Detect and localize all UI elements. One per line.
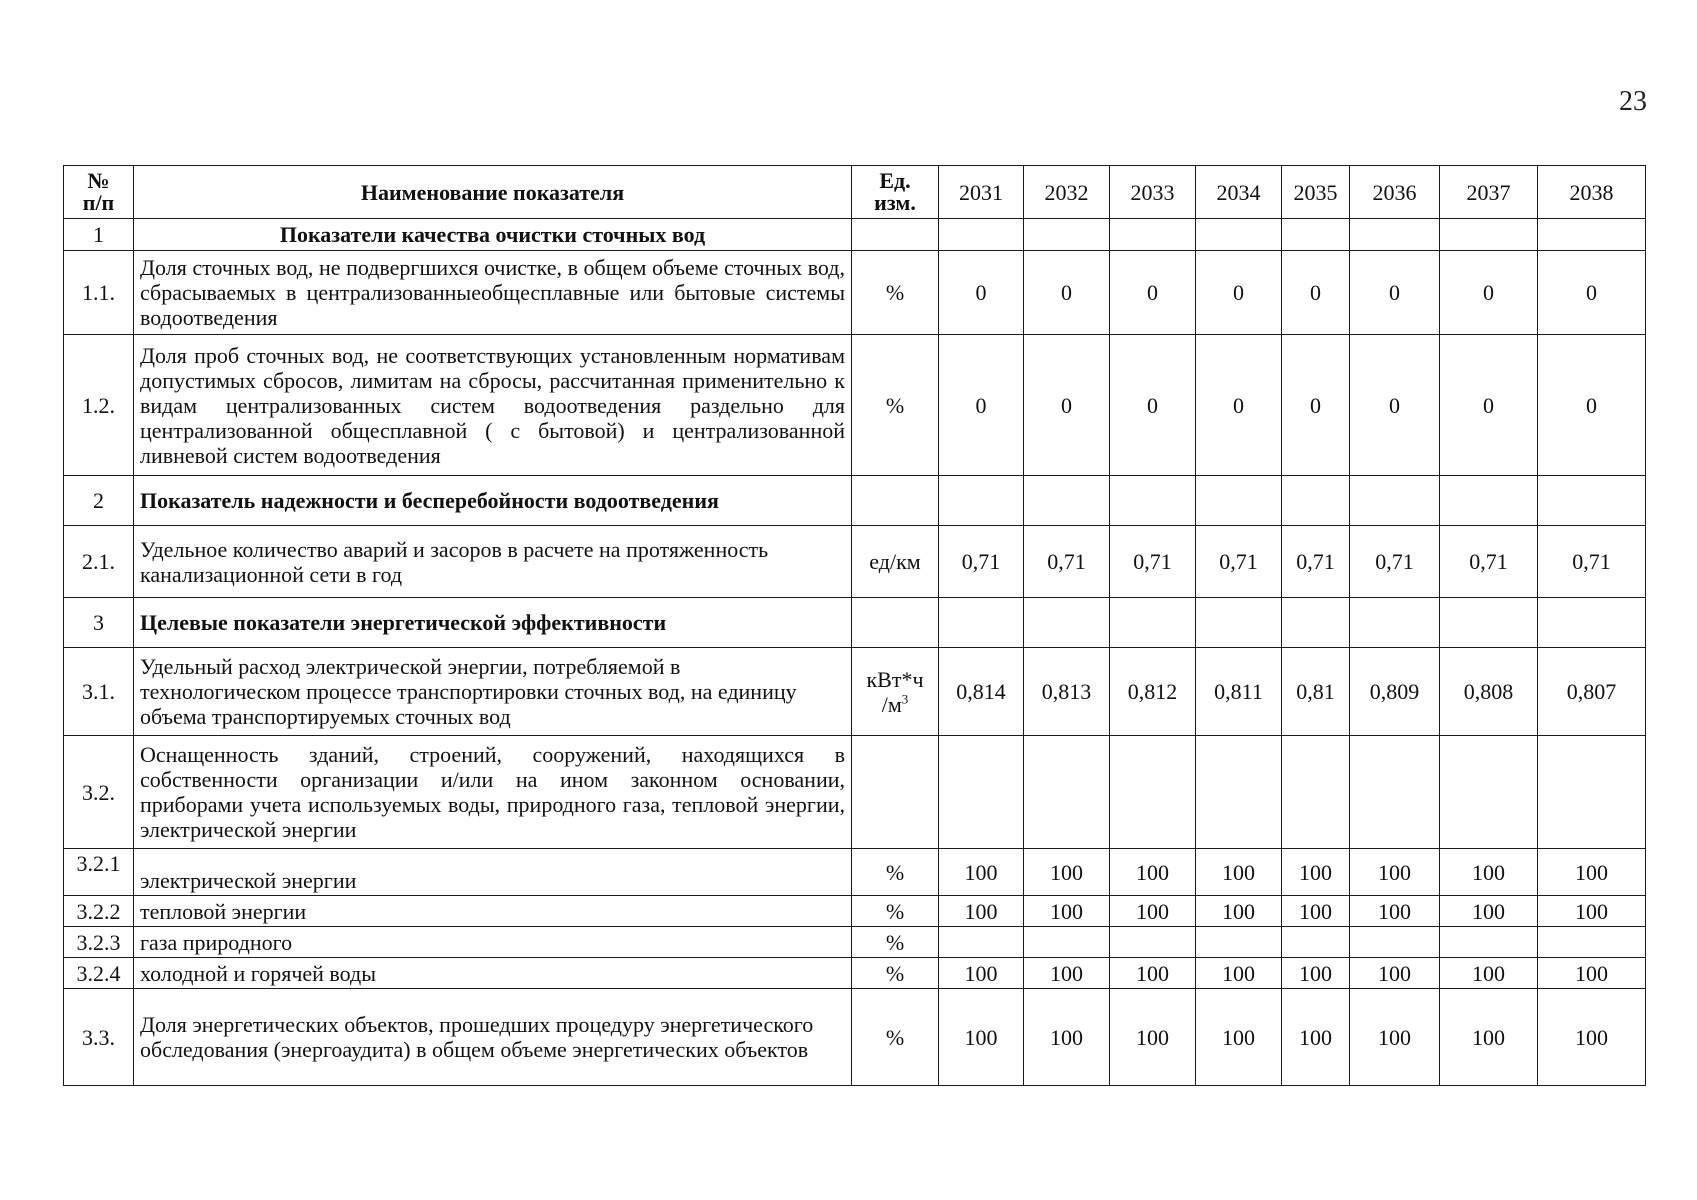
year-value: 0 bbox=[1196, 251, 1282, 335]
year-value: 100 bbox=[1110, 989, 1196, 1086]
year-value bbox=[1110, 476, 1196, 526]
year-value: 100 bbox=[1024, 896, 1110, 927]
year-value: 100 bbox=[939, 989, 1024, 1086]
year-value bbox=[1282, 927, 1350, 958]
year-value bbox=[1024, 219, 1110, 251]
year-value: 0,71 bbox=[1538, 526, 1646, 598]
year-value: 100 bbox=[1538, 958, 1646, 989]
year-value bbox=[1350, 598, 1440, 648]
year-value: 100 bbox=[1196, 958, 1282, 989]
row-unit: % bbox=[852, 849, 939, 896]
year-value: 0 bbox=[939, 251, 1024, 335]
row-number: 2 bbox=[64, 476, 134, 526]
row-unit bbox=[852, 476, 939, 526]
year-value: 100 bbox=[1110, 896, 1196, 927]
year-value: 100 bbox=[939, 958, 1024, 989]
header-year: 2034 bbox=[1196, 166, 1282, 219]
table-row bbox=[64, 989, 1646, 1086]
section-row bbox=[64, 476, 1646, 526]
row-number: 1.1. bbox=[64, 251, 134, 335]
year-value bbox=[1350, 476, 1440, 526]
year-value: 0 bbox=[1282, 251, 1350, 335]
row-number: 3.3. bbox=[64, 989, 134, 1086]
row-unit: кВт*ч $/м^3$ bbox=[852, 648, 939, 736]
year-value bbox=[1282, 219, 1350, 251]
year-value: 100 bbox=[939, 849, 1024, 896]
row-number: 3 bbox=[64, 598, 134, 648]
header-row bbox=[64, 166, 1646, 219]
year-value: 100 bbox=[1110, 849, 1196, 896]
table-row bbox=[64, 526, 1646, 598]
row-unit bbox=[852, 598, 939, 648]
year-value: 0,807 bbox=[1538, 648, 1646, 736]
year-value bbox=[1440, 219, 1538, 251]
row-name: Удельный расход электрической энергии, потребляемой в технологическом процессе транспортировки сточных вод, на единицу объема транспортируемых сточных вод bbox=[134, 648, 852, 736]
row-number: 1 bbox=[64, 219, 134, 251]
header-year: 2031 bbox=[939, 166, 1024, 219]
year-value bbox=[1024, 736, 1110, 849]
year-value: 0 bbox=[939, 335, 1024, 476]
row-unit: % bbox=[852, 335, 939, 476]
table-row bbox=[64, 849, 1646, 896]
row-number: 1.2. bbox=[64, 335, 134, 476]
year-value bbox=[1282, 476, 1350, 526]
year-value: 0,81 bbox=[1282, 648, 1350, 736]
row-name: Оснащенность зданий, строений, сооружений, находящихся в собственности организации и/или на ином законном основании, приборами учета используемых воды, природного газа, тепловой энергии, электрической энергии bbox=[134, 736, 852, 849]
section-row bbox=[64, 219, 1646, 251]
year-value: 0 bbox=[1110, 251, 1196, 335]
year-value: 0,812 bbox=[1110, 648, 1196, 736]
row-name: Доля сточных вод, не подвергшихся очистке, в общем объеме сточных вод, сбрасываемых в централизованныеобщесплавные или бытовые системы водоотведения bbox=[134, 251, 852, 335]
header-year: 2036 bbox=[1350, 166, 1440, 219]
year-value bbox=[939, 476, 1024, 526]
year-value: 100 bbox=[939, 896, 1024, 927]
row-number: 3.2. bbox=[64, 736, 134, 849]
year-value bbox=[1110, 736, 1196, 849]
row-number: 3.2.1 bbox=[64, 849, 134, 896]
section-row bbox=[64, 598, 1646, 648]
year-value bbox=[1196, 598, 1282, 648]
year-value: 0,71 bbox=[939, 526, 1024, 598]
table-row bbox=[64, 648, 1646, 736]
year-value: 100 bbox=[1538, 989, 1646, 1086]
year-value bbox=[1440, 927, 1538, 958]
header-num: № п/п bbox=[64, 166, 134, 219]
year-value bbox=[939, 598, 1024, 648]
row-number: 3.2.4 bbox=[64, 958, 134, 989]
year-value bbox=[1282, 736, 1350, 849]
row-name: тепловой энергии bbox=[134, 896, 852, 927]
row-name: Доля энергетических объектов, прошедших процедуру энергетического обследования (энергоаудита) в общем объеме энергетических объектов bbox=[134, 989, 852, 1086]
year-value: 100 bbox=[1024, 989, 1110, 1086]
year-value: 0 bbox=[1538, 335, 1646, 476]
row-unit: % bbox=[852, 927, 939, 958]
table-row bbox=[64, 927, 1646, 958]
header-name: Наименование показателя bbox=[134, 166, 852, 219]
year-value: 0,809 bbox=[1350, 648, 1440, 736]
row-unit: % bbox=[852, 896, 939, 927]
year-value bbox=[1538, 476, 1646, 526]
year-value: 100 bbox=[1350, 989, 1440, 1086]
year-value: 0 bbox=[1024, 251, 1110, 335]
year-value bbox=[1024, 927, 1110, 958]
year-value: 0,71 bbox=[1282, 526, 1350, 598]
section-title: Показатели качества очистки сточных вод bbox=[134, 219, 852, 251]
table-row bbox=[64, 958, 1646, 989]
row-unit bbox=[852, 219, 939, 251]
year-value: 0 bbox=[1350, 251, 1440, 335]
year-value: 100 bbox=[1196, 989, 1282, 1086]
year-value: 0,811 bbox=[1196, 648, 1282, 736]
year-value: 0,71 bbox=[1024, 526, 1110, 598]
year-value: 0,71 bbox=[1350, 526, 1440, 598]
row-number: 2.1. bbox=[64, 526, 134, 598]
year-value: 100 bbox=[1440, 849, 1538, 896]
year-value: 0,813 bbox=[1024, 648, 1110, 736]
year-value: 0,71 bbox=[1440, 526, 1538, 598]
year-value bbox=[1196, 736, 1282, 849]
row-unit: % bbox=[852, 989, 939, 1086]
year-value: 0,808 bbox=[1440, 648, 1538, 736]
year-value: 0 bbox=[1110, 335, 1196, 476]
year-value: 0,71 bbox=[1196, 526, 1282, 598]
header-year: 2035 bbox=[1282, 166, 1350, 219]
year-value: 100 bbox=[1538, 849, 1646, 896]
year-value bbox=[1350, 927, 1440, 958]
year-value bbox=[939, 927, 1024, 958]
year-value: 100 bbox=[1538, 896, 1646, 927]
table-row bbox=[64, 251, 1646, 335]
year-value bbox=[1440, 598, 1538, 648]
year-value bbox=[1440, 476, 1538, 526]
year-value: 0 bbox=[1350, 335, 1440, 476]
year-value bbox=[1350, 219, 1440, 251]
year-value: 0 bbox=[1282, 335, 1350, 476]
header-year: 2037 bbox=[1440, 166, 1538, 219]
year-value bbox=[939, 219, 1024, 251]
year-value bbox=[1350, 736, 1440, 849]
year-value: 100 bbox=[1024, 958, 1110, 989]
year-value bbox=[1196, 219, 1282, 251]
year-value bbox=[1196, 476, 1282, 526]
year-value bbox=[1538, 598, 1646, 648]
year-value bbox=[1024, 598, 1110, 648]
year-value: 0 bbox=[1196, 335, 1282, 476]
row-unit: ед/км bbox=[852, 526, 939, 598]
header-year: 2033 bbox=[1110, 166, 1196, 219]
year-value: 100 bbox=[1110, 958, 1196, 989]
year-value bbox=[1110, 219, 1196, 251]
year-value: 100 bbox=[1350, 958, 1440, 989]
year-value: 100 bbox=[1282, 958, 1350, 989]
year-value bbox=[1282, 598, 1350, 648]
year-value bbox=[1196, 927, 1282, 958]
year-value: 100 bbox=[1282, 896, 1350, 927]
header-unit: Ед. изм. bbox=[852, 166, 939, 219]
row-name: холодной и горячей воды bbox=[134, 958, 852, 989]
year-value: 100 bbox=[1196, 896, 1282, 927]
indicators-table bbox=[63, 165, 1646, 1086]
year-value bbox=[1110, 598, 1196, 648]
row-unit: % bbox=[852, 251, 939, 335]
year-value: 100 bbox=[1282, 989, 1350, 1086]
year-value: 0,71 bbox=[1110, 526, 1196, 598]
year-value bbox=[1110, 927, 1196, 958]
year-value bbox=[1024, 476, 1110, 526]
year-value bbox=[1440, 736, 1538, 849]
year-value bbox=[1538, 219, 1646, 251]
table-row bbox=[64, 736, 1646, 849]
header-year: 2032 bbox=[1024, 166, 1110, 219]
year-value: 0 bbox=[1538, 251, 1646, 335]
row-unit bbox=[852, 736, 939, 849]
year-value: 0,814 bbox=[939, 648, 1024, 736]
year-value: 100 bbox=[1196, 849, 1282, 896]
year-value bbox=[1538, 927, 1646, 958]
year-value: 100 bbox=[1440, 958, 1538, 989]
year-value: 0 bbox=[1440, 251, 1538, 335]
row-name: Доля проб сточных вод, не соответствующих установленным нормативам допустимых сбросов, лимитам на сбросы, рассчитанная применительно к видам централизованных систем водоотведения раздельно для централизованной общесплавной ( с бытовой) и централизованной ливневой систем водоотведения bbox=[134, 335, 852, 476]
row-name: газа природного bbox=[134, 927, 852, 958]
section-title: Показатель надежности и бесперебойности водоотведения bbox=[134, 476, 852, 526]
row-number: 3.1. bbox=[64, 648, 134, 736]
year-value: 100 bbox=[1024, 849, 1110, 896]
year-value: 100 bbox=[1350, 849, 1440, 896]
row-unit: % bbox=[852, 958, 939, 989]
row-name: Удельное количество аварий и засоров в расчете на протяженность канализационной сети в год bbox=[134, 526, 852, 598]
row-number: 3.2.3 bbox=[64, 927, 134, 958]
year-value bbox=[939, 736, 1024, 849]
header-year: 2038 bbox=[1538, 166, 1646, 219]
year-value: 100 bbox=[1282, 849, 1350, 896]
year-value: 100 bbox=[1440, 989, 1538, 1086]
year-value: 100 bbox=[1440, 896, 1538, 927]
year-value bbox=[1538, 736, 1646, 849]
table-row bbox=[64, 896, 1646, 927]
section-title: Целевые показатели энергетической эффективности bbox=[134, 598, 852, 648]
row-name: электрической энергии bbox=[134, 849, 852, 896]
table-row bbox=[64, 335, 1646, 476]
year-value: 0 bbox=[1024, 335, 1110, 476]
year-value: 0 bbox=[1440, 335, 1538, 476]
row-number: 3.2.2 bbox=[64, 896, 134, 927]
page-number: 23 bbox=[1619, 86, 1647, 117]
year-value: 100 bbox=[1350, 896, 1440, 927]
